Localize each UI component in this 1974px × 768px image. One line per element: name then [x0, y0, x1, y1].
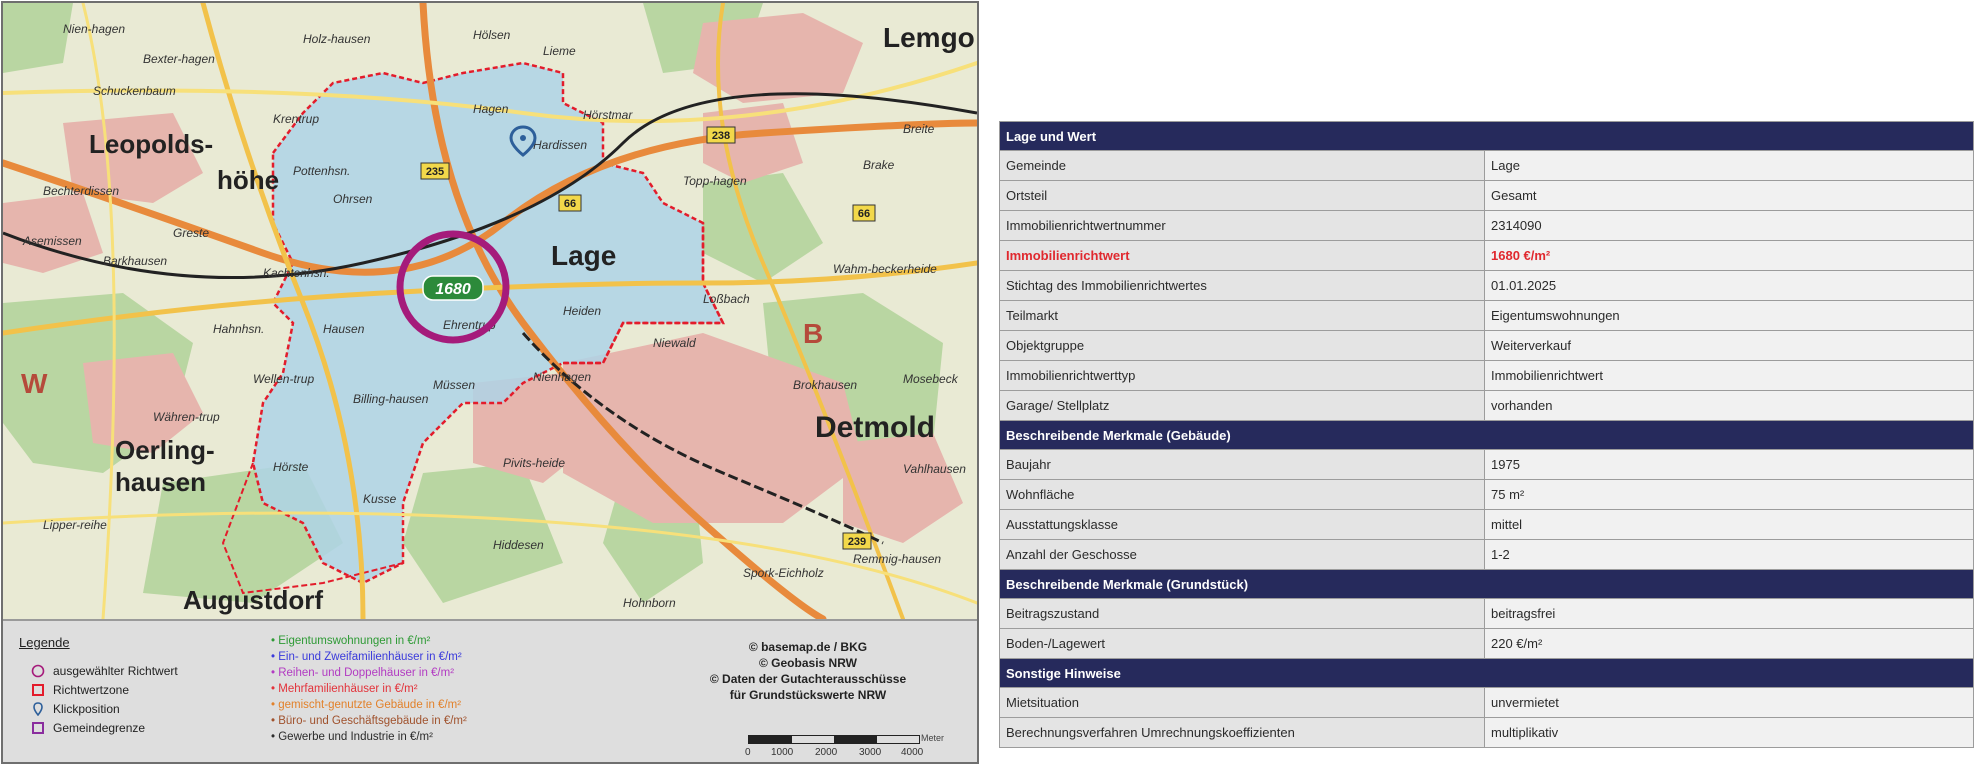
label-topp: Topp-hagen [683, 174, 747, 188]
label-kachtenhsn: Kachtenhsn. [263, 266, 330, 280]
label-breite: Breite [903, 122, 935, 136]
label-pottenhsn: Pottenhsn. [293, 164, 351, 178]
label-remmighausen: Remmig-hausen [853, 552, 942, 566]
label-bechterdissen: Bechterdissen [43, 184, 120, 198]
row-key: Berechnungsverfahren Umrechnungskoeffizienten [1000, 718, 1485, 748]
table-row [1000, 718, 1974, 748]
label-mosebeck: Mosebeck [903, 372, 958, 386]
table-row [1000, 599, 1974, 629]
row-key: Objektgruppe [1000, 331, 1485, 361]
town-lemgo: Lemgo [883, 22, 975, 53]
section-header [1000, 570, 1974, 599]
label-brake: Brake [863, 158, 895, 172]
town-augustdorf: Augustdorf [183, 585, 324, 615]
legend-item [31, 699, 178, 718]
legend-category: • Büro- und Geschäftsgebäude in €/m² [271, 713, 467, 729]
legend-title: Legende [19, 635, 70, 650]
row-key: Immobilienrichtwerttyp [1000, 361, 1485, 391]
label-hagen: Hagen [473, 102, 509, 116]
red-square-icon [31, 683, 45, 697]
legend-symbol-list [31, 661, 178, 737]
label-hoelsen: Hölsen [473, 28, 511, 42]
value-badge: 1680 [435, 281, 471, 298]
table-row [1000, 151, 1974, 181]
label-vahlhausen: Vahlhausen [903, 462, 966, 476]
legend-category-list [271, 633, 467, 745]
map-legend [3, 619, 977, 762]
legend-category: • Mehrfamilienhäuser in €/m² [271, 681, 467, 697]
row-key: Mietsituation [1000, 688, 1485, 718]
label-billinghausen: Billing-hausen [353, 392, 429, 406]
label-niewald: Niewald [653, 336, 696, 350]
label-wahmbeckerheide: Wahm-beckerheide [833, 262, 937, 276]
row-value: vorhanden [1485, 391, 1974, 421]
row-value: unvermietet [1485, 688, 1974, 718]
label-hardissen: Hardissen [533, 138, 588, 152]
legend-category: • Reihen- und Doppelhäuser in €/m² [271, 665, 467, 681]
table-row [1000, 480, 1974, 510]
credit-line: © Daten der Gutachterausschüsse [709, 672, 907, 686]
label-asemissen: Asemissen [23, 234, 82, 248]
row-key: Gemeinde [1000, 151, 1485, 181]
property-info-panel [999, 121, 1974, 763]
label-bexterhagen: Bexter-hagen [143, 52, 215, 66]
row-value: Eigentumswohnungen [1485, 301, 1974, 331]
label-spork: Spork-Eichholz [743, 566, 824, 580]
town-oerlinghausen-1: Oerling- [115, 435, 215, 465]
label-hohnborn: Hohnborn [623, 596, 676, 610]
section-title: Sonstige Hinweise [1000, 659, 1974, 688]
label-schuckenbaum: Schuckenbaum [93, 84, 176, 98]
row-key: Baujahr [1000, 450, 1485, 480]
row-value: Immobilienrichtwert [1485, 361, 1974, 391]
row-key: Garage/ Stellplatz [1000, 391, 1485, 421]
purple-square-icon [31, 721, 45, 735]
row-value: 01.01.2025 [1485, 271, 1974, 301]
road-shield-66a: 66 [563, 198, 577, 210]
table-row [1000, 301, 1974, 331]
label-kremp: Krentrup [273, 112, 320, 126]
scale-tick: 3000 [859, 747, 882, 758]
road-shield-235: 235 [425, 166, 445, 178]
legend-item-label: Gemeindegrenze [53, 720, 146, 735]
legend-item [31, 661, 178, 680]
label-muessen: Müssen [433, 378, 476, 392]
table-row [1000, 331, 1974, 361]
credit-line: © basemap.de / BKG [748, 640, 868, 654]
row-key: Wohnfläche [1000, 480, 1485, 510]
label-hoerstmar: Hörstmar [583, 108, 633, 122]
section-title: Beschreibende Merkmale (Gebäude) [1000, 421, 1974, 450]
legend-category: • gemischt-genutzte Gebäude in €/m² [271, 697, 467, 713]
map-credits [653, 639, 963, 703]
table-row [1000, 181, 1974, 211]
label-hahnhsn: Hahnhsn. [213, 322, 265, 336]
row-value: 75 m² [1485, 480, 1974, 510]
row-key: Anzahl der Geschosse [1000, 540, 1485, 570]
label-wellentrup: Wellen-trup [253, 372, 315, 386]
row-key: Ausstattungsklasse [1000, 510, 1485, 540]
row-key: Immobilienrichtwert [1000, 241, 1485, 271]
label-ehrentrup: Ehrentrup [443, 318, 496, 332]
scale-tick: 0 [745, 747, 751, 758]
section-header [1000, 122, 1974, 151]
table-row [1000, 271, 1974, 301]
section-header [1000, 659, 1974, 688]
table-row [1000, 629, 1974, 659]
row-key: Immobilienrichtwertnummer [1000, 211, 1485, 241]
map-panel [1, 1, 979, 764]
legend-category: • Eigentumswohnungen in €/m² [271, 633, 467, 649]
scale-bar [743, 731, 945, 761]
label-loebach: Loßbach [703, 292, 750, 306]
scale-tick: 1000 [771, 747, 794, 758]
town-lage: Lage [551, 240, 617, 271]
label-kusse: Kusse [363, 492, 397, 506]
row-value: mittel [1485, 510, 1974, 540]
label-ohrsen: Ohrsen [333, 192, 373, 206]
legend-item-label: Richtwertzone [53, 682, 130, 697]
town-leopoldshoehe-1: Leopolds- [89, 129, 214, 159]
label-waehren: Währen-trup [153, 410, 220, 424]
label-hiddesen: Hiddesen [493, 538, 544, 552]
row-value: beitragsfrei [1485, 599, 1974, 629]
row-key: Beitragszustand [1000, 599, 1485, 629]
label-brokhausen: Brokhausen [793, 378, 858, 392]
row-key: Boden-/Lagewert [1000, 629, 1485, 659]
row-value: 1-2 [1485, 540, 1974, 570]
town-oerlinghausen-2: hausen [115, 467, 207, 497]
row-value: 1680 €/m² [1485, 241, 1974, 271]
label-holzhausen: Holz-hausen [303, 32, 371, 46]
table-row [1000, 211, 1974, 241]
property-info-table [999, 121, 1974, 748]
map-pin-icon [31, 702, 45, 716]
row-value: Gesamt [1485, 181, 1974, 211]
legend-category: • Ein- und Zweifamilienhäuser in €/m² [271, 649, 467, 665]
map-letter-b: B [803, 318, 824, 349]
legend-category: • Gewerbe und Industrie in €/m² [271, 729, 467, 745]
row-value: multiplikativ [1485, 718, 1974, 748]
label-heiden: Heiden [563, 304, 602, 318]
purple-circle-icon [31, 664, 45, 678]
table-row [1000, 450, 1974, 480]
table-row [1000, 510, 1974, 540]
label-hoerste: Hörste [273, 460, 309, 474]
label-lieme: Lieme [543, 44, 576, 58]
legend-item [31, 680, 178, 699]
table-row [1000, 361, 1974, 391]
road-shield-239: 239 [847, 536, 867, 548]
scale-unit: Meter [921, 733, 945, 743]
table-row [1000, 688, 1974, 718]
road-shield-66b: 66 [857, 208, 871, 220]
label-hausen: Hausen [323, 322, 365, 336]
map-letter-w: W [21, 368, 48, 399]
table-row-highlight [1000, 241, 1974, 271]
section-title: Lage und Wert [1000, 122, 1974, 151]
legend-item-label: Klickposition [53, 701, 120, 716]
section-header [1000, 421, 1974, 450]
credit-line: für Grundstückswerte NRW [729, 688, 887, 702]
row-value: 2314090 [1485, 211, 1974, 241]
legend-item [31, 718, 178, 737]
legend-item-label: ausgewählter Richtwert [53, 663, 178, 678]
label-nienhagen: Nien-hagen [63, 22, 126, 36]
row-value: 1975 [1485, 450, 1974, 480]
row-value: Weiterverkauf [1485, 331, 1974, 361]
table-row [1000, 391, 1974, 421]
section-title: Beschreibende Merkmale (Grundstück) [1000, 570, 1974, 599]
scale-tick: 2000 [815, 747, 838, 758]
label-greste: Greste [173, 226, 210, 240]
row-key: Teilmarkt [1000, 301, 1485, 331]
row-key: Stichtag des Immobilienrichtwertes [1000, 271, 1485, 301]
label-nienhagen2: Nienhagen [533, 370, 592, 384]
town-detmold: Detmold [815, 411, 935, 444]
label-lipperreihe: Lipper-reihe [43, 518, 107, 532]
row-value: 220 €/m² [1485, 629, 1974, 659]
road-shield-238: 238 [711, 130, 731, 142]
town-leopoldshoehe-2: höhe [217, 165, 280, 195]
label-pivitsheide: Pivits-heide [503, 456, 566, 470]
label-barkhausen: Barkhausen [103, 254, 168, 268]
scale-tick: 4000 [901, 747, 924, 758]
table-row [1000, 540, 1974, 570]
row-key: Ortsteil [1000, 181, 1485, 211]
row-value: Lage [1485, 151, 1974, 181]
map-canvas[interactable] [3, 3, 977, 619]
credit-line: © Geobasis NRW [759, 656, 857, 670]
